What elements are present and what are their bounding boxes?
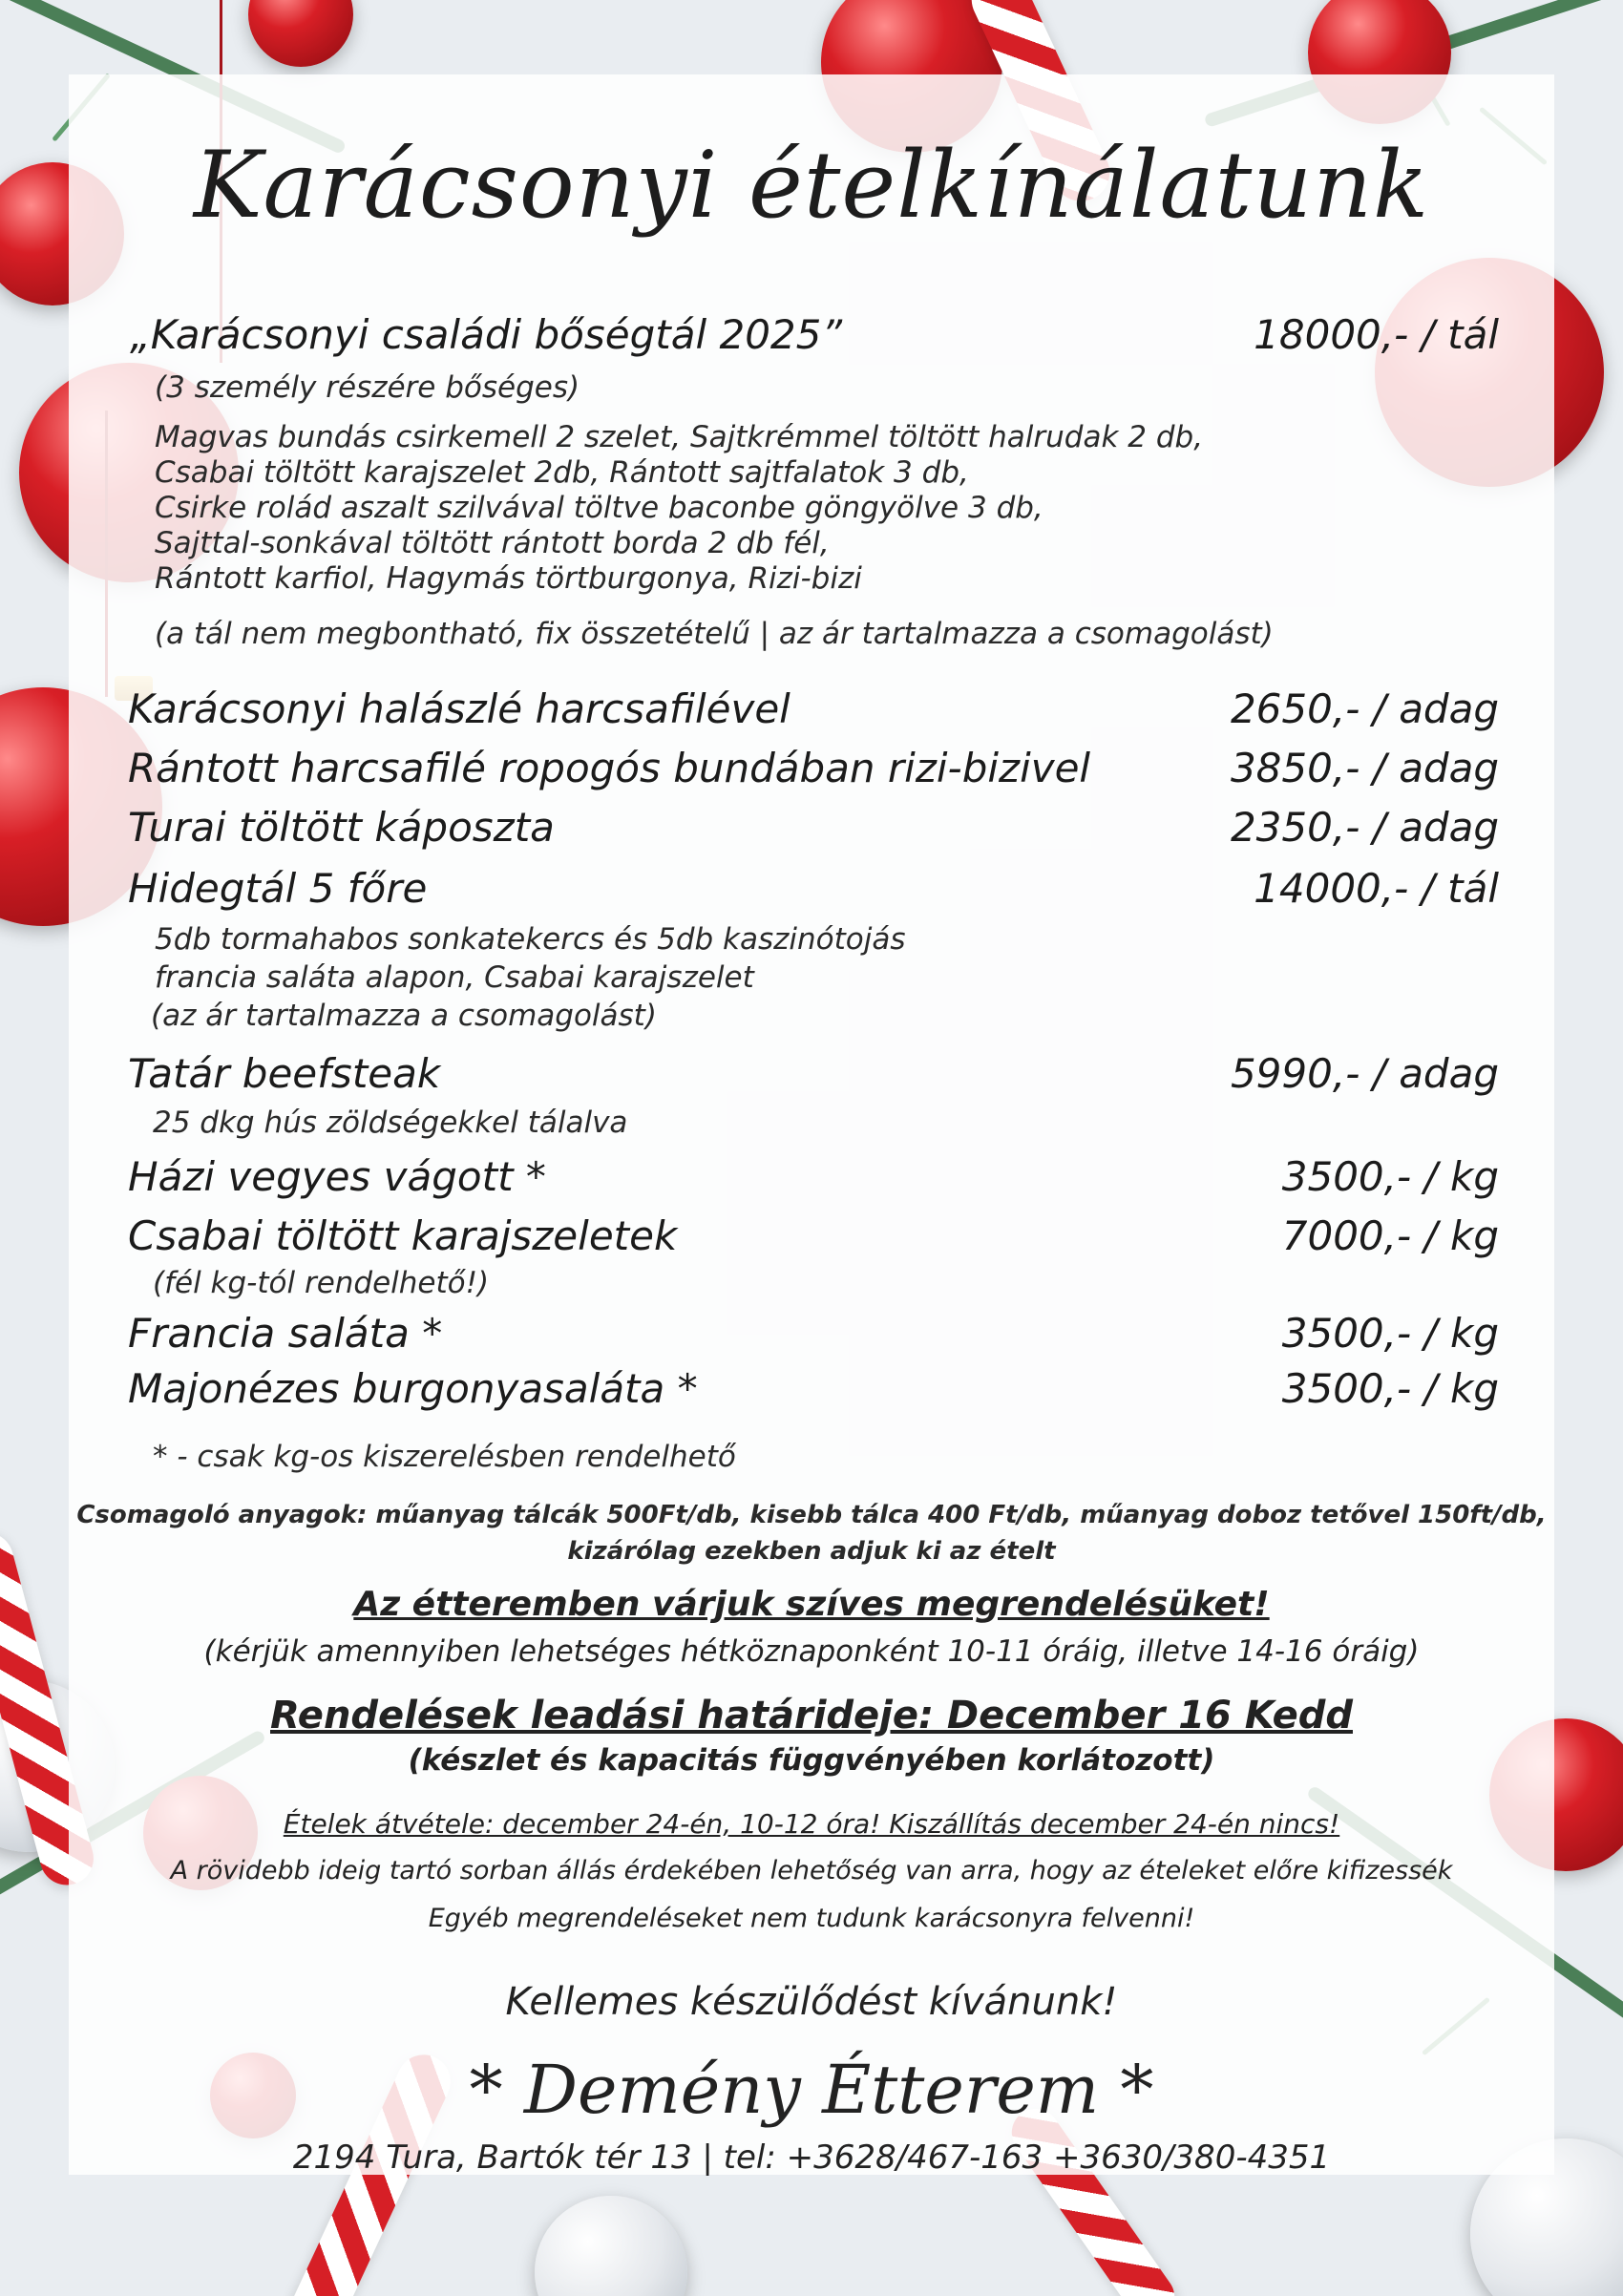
- platter-line: Sajttal-sonkával töltött rántott borda 2 db fél,: [155, 526, 830, 560]
- menu-item-name: Rántott harcsafilé ropogós bundában rizi-bizivel: [128, 745, 1091, 791]
- prepay-info: A rövidebb ideig tartó sorban állás érdekében lehetőség van arra, hogy az ételeket előre kifizessék: [170, 1856, 1453, 1885]
- order-hours: (kérjük amennyiben lehetséges hétköznaponként 10-11 óráig, illetve 14-16 óráig): [203, 1634, 1420, 1669]
- menu-item-name: Turai töltött káposzta: [128, 804, 555, 851]
- menu-item-name: Csabai töltött karajszeletek: [128, 1212, 678, 1259]
- platter-note: (a tál nem megbontható, fix összetételű | az ár tartalmazza a csomagolást): [155, 617, 1274, 651]
- platter-line: Magvas bundás csirkemell 2 szelet, Sajtkrémmel töltött halrudak 2 db,: [155, 420, 1204, 454]
- menu-item-price: 2650,- / adag: [1230, 685, 1499, 732]
- packaging-line: Csomagoló anyagok: műanyag tálcák 500Ft/db, kisebb tálca 400 Ft/db, műanyag doboz tetővel 150ft/db,: [76, 1501, 1547, 1529]
- menu-item-name: Karácsonyi halászlé harcsafilével: [128, 685, 790, 732]
- platter-line: Csabai töltött karajszelet 2db, Rántott sajtfalatok 3 db,: [155, 455, 969, 490]
- menu-item-desc: 25 dkg hús zöldségekkel tálalva: [153, 1106, 628, 1140]
- pickup-info: Ételek átvétele: december 24-én, 10-12 óra! Kiszállítás december 24-én nincs!: [283, 1808, 1340, 1840]
- asterisk-note: * - csak kg-os kiszerelésben rendelhető: [153, 1440, 736, 1474]
- packaging-line: kizárólag ezekben adjuk ki az ételt: [567, 1537, 1056, 1566]
- menu-item-price: 3500,- / kg: [1281, 1153, 1499, 1200]
- menu-item-name: Tatár beefsteak: [128, 1050, 441, 1097]
- deadline-note: (készlet és kapacitás függvényében korlátozott): [408, 1743, 1215, 1778]
- menu-item-desc: francia saláta alapon, Csabai karajszelet: [155, 960, 754, 995]
- menu-item-name: Francia saláta *: [128, 1310, 443, 1357]
- page-title: Karácsonyi ételkínálatunk: [193, 132, 1430, 239]
- menu-item-price: 3500,- / kg: [1281, 1365, 1499, 1412]
- menu-item-price: 3500,- / kg: [1281, 1310, 1499, 1357]
- ornament-icon: [248, 0, 353, 67]
- menu-item-price: 5990,- / adag: [1230, 1050, 1499, 1097]
- contact-info: 2194 Tura, Bartók tér 13 | tel: +3628/467-163 +3630/380-4351: [292, 2138, 1331, 2177]
- menu-item-desc: (az ár tartalmazza a csomagolást): [151, 999, 657, 1033]
- menu-item-price: 3850,- / adag: [1230, 745, 1499, 791]
- menu-item-name: Majonézes burgonyasaláta *: [128, 1365, 698, 1412]
- menu-item-name: Hidegtál 5 főre: [128, 865, 428, 912]
- menu-item-price: 2350,- / adag: [1230, 804, 1499, 851]
- menu-item-price: 7000,- / kg: [1281, 1212, 1499, 1259]
- menu-item-desc: 5db tormahabos sonkatekercs és 5db kaszinótojás: [155, 922, 906, 957]
- no-other-orders: Egyéb megrendeléseket nem tudunk karácsonyra felvenni!: [428, 1904, 1195, 1933]
- platter-serves: (3 személy részére bőséges): [155, 370, 580, 405]
- deadline-heading: Rendelések leadási határideje: December 16 Kedd: [270, 1694, 1353, 1738]
- white-ornament-icon: [535, 2196, 687, 2296]
- platter-line: Csirke rolád aszalt szilvával töltve baconbe göngyölve 3 db,: [155, 491, 1043, 525]
- menu-item-price: 14000,- / tál: [1254, 865, 1499, 912]
- platter-line: Rántott karfiol, Hagymás törtburgonya, Rizi-bizi: [155, 561, 862, 596]
- platter-price: 18000,- / tál: [1254, 311, 1499, 358]
- greeting: Kellemes készülődést kívánunk!: [505, 1980, 1118, 2024]
- menu-item-desc: (fél kg-tól rendelhető!): [153, 1266, 490, 1300]
- order-heading: Az étteremben várjuk szíves megrendelésüket!: [353, 1585, 1270, 1624]
- menu-item-name: Házi vegyes vágott *: [128, 1153, 546, 1200]
- restaurant-signature: * Demény Étterem *: [469, 2051, 1154, 2129]
- platter-name: „Karácsonyi családi bőségtál 2025”: [130, 311, 843, 358]
